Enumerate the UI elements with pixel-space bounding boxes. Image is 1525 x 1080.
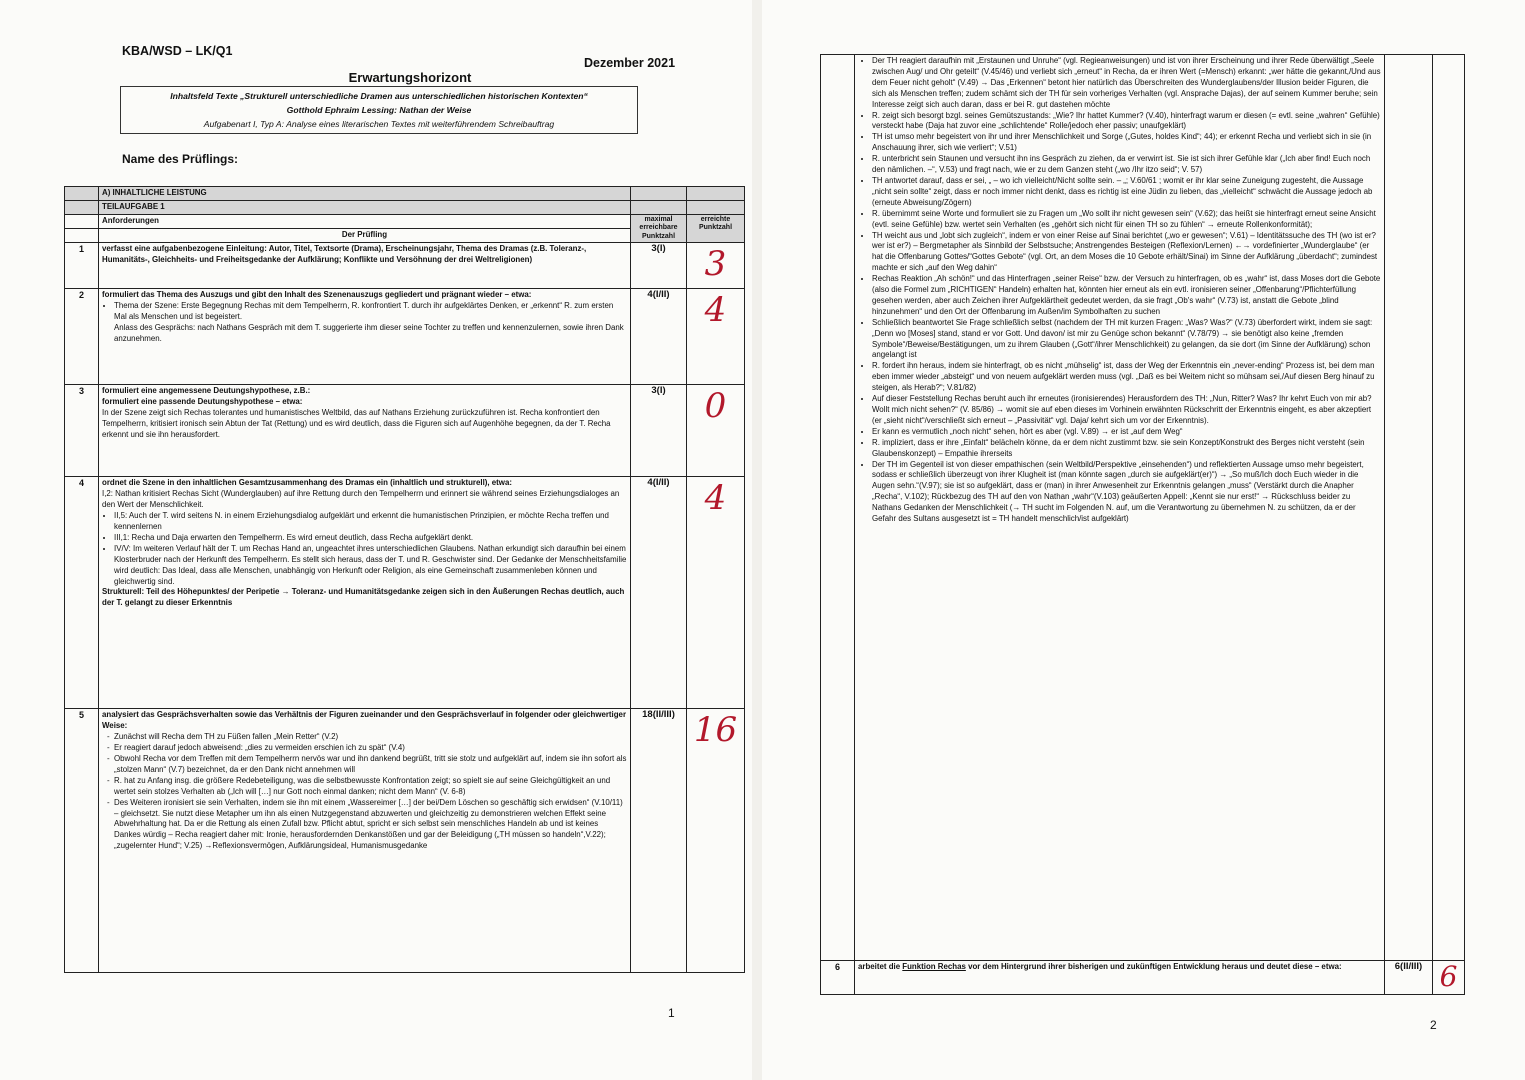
list-item: • Er kann es vermutlich „noch nicht“ sehen, hört es aber (vgl. V.89) → er ist „auf dem Weg“	[872, 427, 1381, 438]
row-text: I,2: Nathan kritisiert Rechas Sicht (Wunderglauben) auf ihre Rettung durch den Tempelherrn und erinnert sie während seines Erziehungsdialoges an den Wert der Menschlichkeit.	[102, 489, 620, 510]
row-score: 4	[687, 477, 745, 709]
list-item: - Des Weiteren ironisiert sie sein Verhalten, indem sie ihn mit einem „Wassereimer […] der bei/Dem Löschen so geschäftig sich erwidsen“ (V.10/11) – gleichsetzt. Sie nutzt diese Metapher um ihn als einen Nutzgegenstand abzuwerten und gleichzeitig zu demonstrieren welchen Effekt seine Abwehrhaltung hat. Da er die Rettung als einen Zufall bzw. Pflicht abtut, spricht er sich selbst sein menschliches Handeln ab und ist keines Dankes würdig – Recha reagiert daher mit: Ironie, herausfordernden Denkanstößen und gar der Beleidigung („TH müssen so handeln“,V.22); „zugelernter Hund“; V.25) →Reflexionsvermögen, Aufklärungsideal, Humanismusgedanke	[114, 798, 627, 853]
row-structural-note: Strukturell: Teil des Höhepunktes/ der Peripetie → Toleranz- und Humanitätsgedanke zeigen sich in den Äußerungen Rechas deutlich, auch der T. gelangt zu dieser Erkenntnis	[102, 587, 625, 608]
rubric-table	[64, 186, 745, 973]
section-heading: A) INHALTLICHE LEISTUNG	[99, 187, 631, 201]
row-number: 1	[65, 243, 99, 289]
row-subtask: formuliert eine passende Deutungshypothese – etwa:	[102, 397, 303, 407]
row-max-points: 6(II/III)	[1385, 961, 1433, 995]
row-max-points: 4(I/II)	[631, 477, 687, 709]
row-task: formuliert eine angemessene Deutungshypothese, z.B.:	[102, 386, 311, 396]
row-max-points: 3(I)	[631, 243, 687, 289]
list-item: • R. impliziert, dass er ihre „Einfalt“ belächeln könne, da er dem nicht zustimmt bzw. sie sein Konzept/Konstrukt des Berges nicht versteht (sein Glaubenskonzept) – Empathie ihrerseits	[872, 438, 1381, 460]
list-item: • Der TH im Gegenteil ist von dieser empathischen (sein Weltbild/Perspektive „einsehenden“) und reflektierten Aussage umso mehr begeistert, sodass er schließlich überzeugt von ihrer Klugheit ist (man könnte sagen „durch sie aufgeklärt(er)“) → „So muß/Ich doch Euch wieder in die Augen sehn.“(V.97); sie ist so aufgeklärt, dass er (man) in ihrer Anwesenheit zur Erkenntnis gelangen „muss“ (Verstärkt durch die Anapher „Recha“, V.102); Rückbezug des TH auf den von Nathan „wahr“(V.103) geäußerten Appell: „Kennt sie nur erst!“ → Rückschluss beider zu Nathans Gedanken der Menschlichkeit (→ TH sucht im Folgenden N. auf, um die Verantwortung zu übernehmen N. zu schützen, da er der Gefahr des Sultans ausgesetzt ist = TH handelt menschlich/ist aufgeklärt)	[872, 460, 1381, 525]
list-item: • TH ist umso mehr begeistert von ihr und ihrer Menschlichkeit und Sorge („Gutes, holdes Kind“; 44); er erkennt Recha und verliebt sich in sie (in Anschauung ihrer, sich wie verliert“; V.51)	[872, 132, 1381, 154]
row-number: 5	[65, 709, 99, 973]
table-row	[65, 385, 745, 477]
list-item: • II,5: Auch der T. wird seitens N. in einem Erziehungsdialog aufgeklärt und erkennt die humanistischen Prinzipien, er möchte Recha treffen und kennenlernen	[114, 511, 627, 533]
info-line: Gotthold Ephraim Lessing: Nathan der Weise	[286, 105, 472, 115]
list-item: • TH antwortet darauf, dass er sei, „ – wo ich vielleicht/Nicht sollte sein. – „; V.60/61 ; womit er ihr klar seine Zuneigung zugesteht, die Aussage „nicht sein sollte“ zeigt, dass er noch immer nicht denkt, dass es richtig ist eine Jüdin zu lieben, das „vielleicht“ schwächt die Aussage jedoch ab (erneute Abweisung/Zögern)	[872, 176, 1381, 209]
date-label: Dezember 2021	[584, 56, 676, 70]
page-1	[0, 0, 752, 1080]
row-number: 4	[65, 477, 99, 709]
student-name-label: Name des Prüflings:	[122, 152, 239, 166]
list-item: • Der TH reagiert daraufhin mit „Erstaunen und Unruhe“ (vgl. Regieanweisungen) und ist von ihrer Erscheinung und ihrer Rede überwältigt „Seele zwischen Aug/ und Ohr geteilt“ (V.45/46) und verliebt sich „erneut“ in Recha, da er ihren Wert (=Mensch) erkannt: „wer hätte die gekannt,/Und aus dem Feuer nicht geholt“ (V.49) → Das „Erkennen“ betont hier natürlich das Überschreiten des Wunderglaubens/der Illusion beider Figuren, die sich als Menschen treffen; zudem schämt sich der TH für sein vorheriges Verhalten (vgl. Ansprache Dajas), der auf seinem Kummer beruhe; sein Interesse zeigt sich auch daran, dass er bei R. gut dastehen möchte	[872, 56, 1381, 111]
document-title: Erwartungshorizont	[348, 70, 472, 85]
row-task-keyword: Funktion Rechas	[902, 962, 966, 971]
page-number: 2	[1430, 1018, 1437, 1032]
list-item: • R. übernimmt seine Worte und formuliert sie zu Fragen um „Wo sollt ihr nicht gewesen sein“ (V.62); das heißt sie hinterfragt erneut seine Ansicht (evtl. seine Gefühle) bzw. wertet sein Verhalten (es „gehört sich nicht für einen TH so zu fühlen“ → erneute Rollenkonformität);	[872, 209, 1381, 231]
list-item: • III,1: Recha und Daja erwarten den Tempelherrn. Es wird erneut deutlich, dass Recha aufgeklärt denkt.	[114, 533, 627, 544]
list-item: • R. fordert ihn heraus, indem sie hinterfragt, ob es nicht „mühselig“ ist, dass der Weg der Erkenntnis ein „never-ending“ Prozess ist, bei dem man eben immer wieder „absteigt“ und von neuem aufgeklärt werden muss (vgl. „Daß es bei Weitem nicht so mühsam sei,/Auf diesen Berg hinauf zu steigen, als Herab?“; V.81/82)	[872, 361, 1381, 394]
table-row	[65, 477, 745, 709]
row-task: verfasst eine aufgabenbezogene Einleitung: Autor, Titel, Textsorte (Drama), Erscheinungsjahr, Thema des Dramas (z.B. Toleranz-, Humanitäts-, Gleichheits- und Freiheitsgedanke der Aufklärung; Konflikte und Versöhnung der drei Weltreligionen)	[99, 243, 631, 289]
row-number: 2	[65, 289, 99, 385]
list-item: • Thema der Szene: Erste Begegnung Rechas mit dem Tempelherrn, R. konfrontiert T. durch ihr aufgeklärtes Denken, er „erkennt“ R. zum ersten Mal als Menschen und ist begeistert.	[114, 301, 627, 323]
row-task: formuliert das Thema des Auszugs und gibt den Inhalt des Szenenauszugs gegliedert und prägnant wieder – etwa:	[102, 290, 532, 300]
list-item: • IV/V: Im weiteren Verlauf hält der T. um Rechas Hand an, ungeachtet ihres unterschiedlichen Glaubens. Nathan erkundigt sich daraufhin bei einem Klosterbruder nach der Herkunft des Tempelherrn. Es stellt sich heraus, dass der T. und R. Geschwister sind. Der Gedanke der Menschheitsfamilie wird deutlich: Das Ideal, dass alle Menschen, unabhängig von Herkunft oder Religion, als eine Gemeinschaft zusammenleben können und gleichwertig sind.	[114, 544, 627, 588]
task-info-box	[120, 86, 638, 134]
list-item: - Zunächst will Recha dem TH zu Füßen fallen „Mein Retter“ (V.2)	[114, 732, 627, 743]
info-line: Aufgabenart I, Typ A: Analyse eines literarischen Textes mit weiterführendem Schreibauftrag	[203, 119, 555, 129]
candidate-heading: Der Prüfling	[99, 229, 631, 243]
row-max-points: 3(I)	[631, 385, 687, 477]
row-max-points: 4(I/II)	[631, 289, 687, 385]
rubric-table-continued	[820, 54, 1465, 995]
row-score: 0	[687, 385, 745, 477]
list-item: • TH weicht aus und „lobt sich zugleich“, indem er von einer Reise auf Sinai berichtet („wo er gewesen“; V.61) – Identitätssuche des TH (wo ist er? wer ist er?) – Bergmetapher als Sinnbild der Selbstsuche; Anstrengendes Besteigen (Reflexion/Lernen) ←→ vordefinierter „Wunderglaube“ (er hat die Offenbarung Gottes/“Gottes Gebote“ (vgl. Ort, an dem Moses die 10 Gebote erhält/Sinai) im Sinne der Aufklärung „überdacht“; zumindest machte er sich „auf den Weg dahin“	[872, 231, 1381, 275]
list-item: • R. zeigt sich besorgt bzgl. seines Gemütszustands: „Wie? Ihr hattet Kummer? (V.40), hinterfragt warum er diesen (= evtl. seine „wahren“ Gefühle) versteckt habe (Daja hat zuvor eine „schlichtende“ Rolle/jedoch eher passiv; unaufgeklärt)	[872, 111, 1381, 133]
row-score: 16	[687, 709, 745, 973]
list-item: - R. hat zu Anfang insg. die größere Redebeteiligung, was die selbstbewusste Konfrontation zeigt; so spielt sie auf seine Gleichgültigkeit an und wertet sein stolzes Verhalten ab („Ich will […] nur Gott noch einmal danken; nicht dem Mann“ (V. 6-8)	[114, 776, 627, 798]
row-task-suffix: vor dem Hintergrund ihrer bisherigen und zukünftigen Entwicklung heraus und deutet diese – etwa:	[965, 962, 1342, 971]
row-score: 3	[687, 243, 745, 289]
list-item: • R. unterbricht sein Staunen und versucht ihn ins Gespräch zu ziehen, da er verwirrt ist. Sie ist sich ihrer Gefühle klar („Ich aber find! Euch noch den nämlichen. –“, V.53) und fragt nach, wie er zu dem Ganzen steht („wo /Ihr itzo seid“; V. 57)	[872, 154, 1381, 176]
reached-points-header: erreichte Punktzahl	[698, 215, 733, 232]
max-points-header: maximal erreichbare Punktzahl	[639, 215, 678, 240]
list-item: • Rechas Reaktion „Ah schön!“ und das Hinterfragen „seiner Reise“ bzw. der Versuch zu hinterfragen, ob es „wahr“ ist, dass Moses dort die Gebote (also die Formel zum „RICHTIGEN“ Handeln) erhalten hat, könnten hier erneut als ein evtl. ironisieren seiner „Offenbarung“/Pflichterfüllung gesehen werden, aber auch Zeichen ihrer Aufgeklärtheit gedeutet werden, da sie fragt „Ob's wahr“ (V.73) ist, anstatt die Gebote „blind hinzunehmen“ und den Ort der Offenbarung im Außen/im Symbolhaften zu suchen	[872, 274, 1381, 318]
list-item: Anlass des Gesprächs: nach Nathans Gespräch mit dem T. suggerierte ihm dieser seine Tochter zu treffen und kennenzulernen, sowie ihren Dank anzunehmen.	[114, 323, 624, 344]
list-item: - Obwohl Recha vor dem Treffen mit dem Tempelherrn nervös war und ihn dankend begrüßt, tritt sie stolz und aufgeklärt auf, indem sie ihn sofort als „stolzen Mann“ (V.7) bezeichnet, da er den Dank nicht annehmen will	[114, 754, 627, 776]
row-text: In der Szene zeigt sich Rechas tolerantes und humanistisches Weltbild, das auf Nathans Erziehung zurückzuführen ist. Recha konfrontiert den Tempelherrn, kritisiert ironisch sein Abtun der Tat (Rettung) und es wird deutlich, dass die Figuren sich auf Augenhöhe begegnen, da der T. Recha erkennt und sie ihn herausfordert.	[102, 408, 611, 440]
requirements-heading: Anforderungen	[99, 214, 631, 228]
row-task: ordnet die Szene in den inhaltlichen Gesamtzusammenhang des Dramas ein (inhaltlich und strukturell), etwa:	[102, 478, 512, 488]
row-number: 6	[821, 961, 855, 995]
row-score: 6	[1433, 961, 1465, 995]
row-task-prefix: arbeitet die	[858, 962, 903, 971]
subsection-heading: TEILAUFGABE 1	[99, 201, 631, 215]
info-line: Inhaltsfeld Texte „Strukturell unterschiedliche Dramen aus unterschiedlichen historischen Kontexten“	[170, 91, 588, 101]
row-number: 3	[65, 385, 99, 477]
row-score: 4	[687, 289, 745, 385]
table-row	[65, 709, 745, 973]
page-number: 1	[668, 1006, 675, 1020]
table-row	[821, 961, 1465, 995]
table-row	[65, 289, 745, 385]
list-item: • Auf dieser Feststellung Rechas beruht auch ihr erneutes (ironisierendes) Herausfordern des TH: „Nun, Ritter? Was? Ihr kehrt Euch von mir ab? Wollt mich nicht sehen?“ (V. 85/86) → womit sie auf eben dieses im Vorhinein erwähnten Rückschritt der Erkenntnis eingeht, es aber akzeptiert (er „sieht nicht“/verschließt sich erneut – „Passivität“ vgl. Daja/ kehrt sich um vor der Erkenntnis).	[872, 394, 1381, 427]
list-item: - Er reagiert darauf jedoch abweisend: „dies zu vermeiden erschien ich zu spät“ (V.4)	[114, 743, 627, 754]
row-task: analysiert das Gesprächsverhalten sowie das Verhältnis der Figuren zueinander und den Gesprächsverlauf in folgender oder gleichwertiger Weise:	[102, 710, 627, 731]
course-label: KBA/WSD – LK/Q1	[122, 44, 233, 58]
table-row	[65, 243, 745, 289]
row-max-points: 18(II/III)	[631, 709, 687, 973]
list-item: • Schließlich beantwortet Sie Frage schließlich selbst (nachdem der TH mit kurzen Fragen: „Was? Was?“ (V.73) überfordert wirkt, indem sie sagt: „Denn wo [Moses] stand, stand er vor Gott. Und davon/ ist mir zu Genüge schon bekannt“ (V.78/79) → sie benötigt also keine „fremden Symbole“/Beweise/Bestätigungen, um zu ihrem Glauben („Gott“/ihrer Menschlichkeit) zu gelangen, da sie dort (im Sinne der Aufklärung) schon angelangt ist	[872, 318, 1381, 362]
page-2	[762, 0, 1525, 1080]
